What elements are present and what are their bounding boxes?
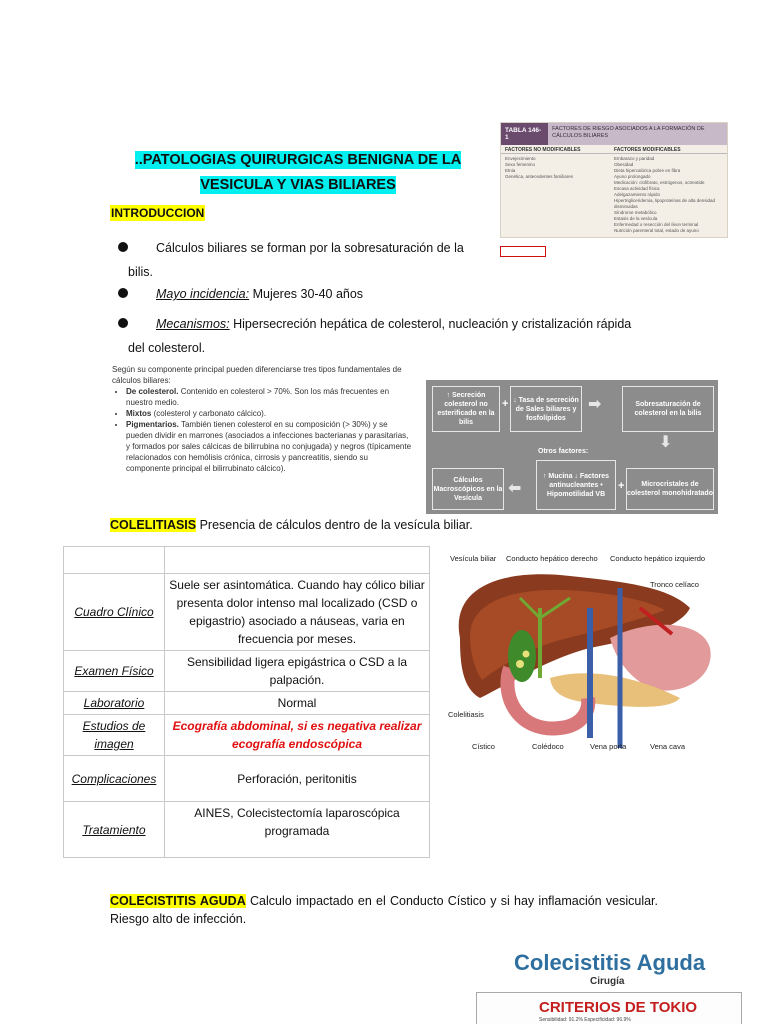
stone-type-item: • De colesterol. Contenido en colesterol > 70%. Son los más frecuentes en nuestro medio.	[126, 386, 412, 408]
colelitiasis-table	[63, 546, 430, 858]
flow-box-sales: ↓ Tasa de secreción de Sales biliares y fosfolípidos	[510, 386, 582, 432]
gallstone-formation-diagram	[426, 380, 718, 514]
intro-heading: INTRODUCCION	[111, 206, 205, 220]
tokio-title: Colecistitis Aguda	[514, 950, 706, 975]
table-row: Tratamiento AINES, Colecistectomía laparoscópica programada	[64, 802, 430, 858]
label-vena-porta: Vena porta	[590, 742, 627, 751]
arrow-right-icon: ➡	[588, 396, 602, 413]
label-conducto-izquierdo: Conducto hepático izquierdo	[610, 554, 706, 563]
stone-type-item: • Mixtos (colesterol y carbonato cálcico).	[126, 408, 412, 419]
arrow-down-icon: ⬇	[659, 434, 673, 451]
flow-box-sobresaturacion: Sobresaturación de colesterol en la bilis	[622, 386, 714, 432]
risk-col-nonmodifiable: FACTORES NO MODIFICABLES	[505, 147, 581, 153]
risk-col-modifiable: FACTORES MODIFICABLES	[614, 147, 681, 153]
stone-type-item: • Pigmentarios. También tienen colesterol en su composición (> 30%) y se pueden dividir en marrones (asociados a infecciones bacterianas y parasitarias, y formados por sales cálcicas de bilirrubina no conjugada) y negros (típicamente relacionados con hemólisis crónica, cirrosis y pancreatitis, siendo su componente principal el bilirrubinato cálcico).	[126, 419, 412, 474]
table-row: Cuadro Clínico Suele ser asintomática. Cuando hay cólico biliar presenta dolor intenso mal localizado (CSD o epigastrio) asociado a náuseas, varia en frecuencia por meses.	[64, 574, 430, 651]
risk-table-tag: TABLA 146-1	[501, 123, 548, 145]
document-title	[118, 148, 478, 198]
risk-factor-table-image: TABLA 146-1 FACTORES DE RIESGO ASOCIADOS A LA FORMACIÓN DE CÁLCULOS BILIARES FACTORES NO MODIFICABLES FACTORES MODIFICABLES Envejecimiento Sexo femenino Etnia Genética, antecedentes familiares Embarazo y paridad Obesidad Dieta hipercalórica pobre en fibra Ayuno prolongado Medicación: clofibrato, estrógenos, octreotide Escasa actividad física Adelgazamiento rápido Hipertrigliceridemia, lipoproteínas de alta densidad disminuidas Síndrome metabólico Estasis de la vesícula Enfermedad o resección del íleon terminal Nutrición parenteral total, estado de ayuno	[500, 122, 728, 238]
table-row: Estudios de imagen Ecografía abdominal, si es negativa realizar ecografía endoscópica	[64, 715, 430, 756]
bullet-dot-icon	[118, 288, 128, 298]
title-line-2: VESICULA Y VIAS BILIARES	[200, 177, 396, 193]
flow-plus: +	[502, 398, 509, 410]
tokio-stats: Sensibilidad: 91.2% Especificidad: 96.9%	[539, 1017, 631, 1023]
flow-box-calculos: Cálculos Macroscópicos en la Vesícula	[432, 468, 504, 510]
colelitiasis-definition: COLELITIASIS Presencia de cálculos dentro de la vesícula biliar.	[110, 518, 473, 532]
bullet-calculos: Cálculos biliares se forman por la sobresaturación de la bilis.	[128, 236, 484, 284]
tokio-criteria-heading: CRITERIOS DE TOKIO	[539, 999, 698, 1016]
arrow-left-icon: ⬅	[508, 480, 522, 497]
bullet-incidencia: Mayo incidencia: Mujeres 30-40 años	[128, 282, 488, 306]
red-outline-box	[500, 246, 546, 257]
label-coledoco: Colédoco	[532, 742, 564, 751]
label-tronco-celiaco: Tronco celíaco	[650, 580, 699, 589]
table-row: Laboratorio Normal	[64, 692, 430, 715]
biliary-anatomy-illustration	[440, 548, 722, 758]
flow-box-microcristales: Microcristales de colesterol monohidratado	[626, 468, 714, 510]
tokio-criteria-image	[474, 946, 742, 1024]
label-colelitiasis: Colelitiasis	[448, 710, 484, 719]
colecistitis-definition: COLECISTITIS AGUDA Calculo impactado en el Conducto Cístico y si hay inflamación vesicular. Riesgo alto de infección.	[110, 894, 658, 926]
tokio-subtitle: Cirugía	[590, 976, 625, 987]
stone-types-description: Según su componente principal pueden diferenciarse tres tipos fundamentales de cálculos biliares: • De colesterol. Contenido en colesterol > 70%. Son los más frecuentes en nuestro medio. • Mixtos (colesterol y carbonato cálcico). • Pigmentarios. También tienen colesterol en su composición (> 30%) y se pueden dividir en marrones (asociados a infecciones bacterianas y parasitarias, y formados por sales cálcicas de bilirrubina no conjugada) y negros (típicamente relacionados con hemólisis crónica, cirrosis y pancreatitis, siendo su componente principal el bilirrubinato cálcico).	[112, 364, 412, 474]
flow-plus: +	[618, 480, 625, 492]
table-row: Examen Físico Sensibilidad ligera epigástrica o CSD a la palpación.	[64, 651, 430, 692]
label-conducto-derecho: Conducto hepático derecho	[506, 554, 598, 563]
risk-table-title: FACTORES DE RIESGO ASOCIADOS A LA FORMACIÓN DE CÁLCULOS BILIARES	[552, 126, 705, 139]
table-row: Complicaciones Perforación, peritonitis	[64, 756, 430, 802]
bullet-mecanismos: Mecanismos: Hipersecreción hepática de colesterol, nucleación y cristalización rápida del colesterol.	[128, 312, 658, 360]
label-vena-cava: Vena cava	[650, 742, 686, 751]
flow-box-mucina: ↑ Mucina ↓ Factores antinucleantes • Hipomotilidad VB	[536, 460, 616, 510]
flow-other-factors: Otros factores:	[538, 448, 589, 455]
title-line-1: ..PATOLOGIAS QUIRURGICAS BENIGNA DE LA	[134, 152, 462, 168]
flow-box-secrecion: ↑ Secreción colesterol no esterificado en la bilis	[432, 386, 500, 432]
bullet-dot-icon	[118, 242, 128, 252]
label-cistico: Cístico	[472, 742, 495, 751]
table-row	[64, 547, 430, 574]
bullet-dot-icon	[118, 318, 128, 328]
label-vesicula: Vesícula biliar	[450, 554, 497, 563]
